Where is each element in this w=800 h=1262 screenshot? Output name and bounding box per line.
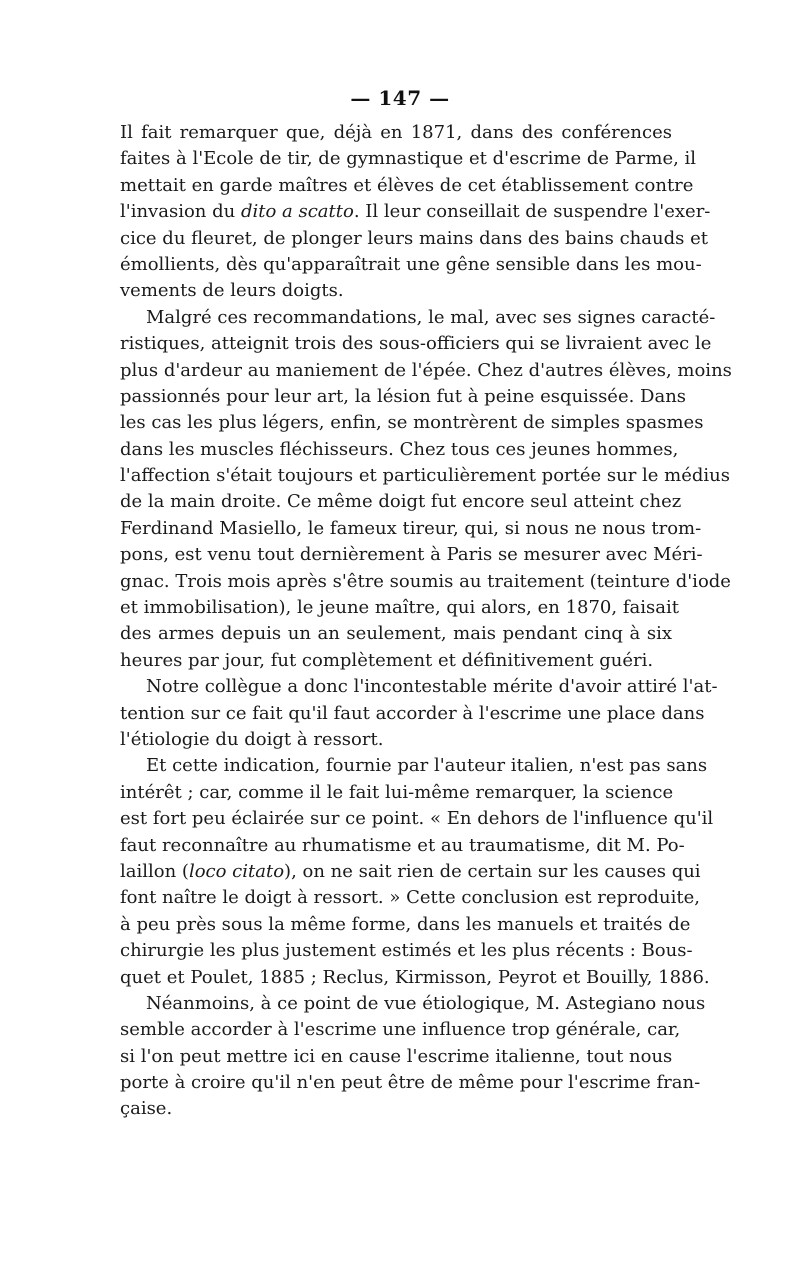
paragraph: [120, 120, 711, 305]
text-run: heures par jour, fut complètement et définitivement guéri.: [120, 649, 654, 671]
paragraph: [120, 991, 706, 1123]
text-line: [120, 833, 685, 859]
text-run: dans les muscles fléchisseurs. Chez tous ces jeunes hommes,: [120, 438, 679, 460]
text-run: des armes depuis un an seulement, mais pendant cinq à six: [120, 623, 672, 645]
text-line: [120, 146, 697, 172]
text-run: gnac. Trois mois après s'être soumis au traitement (teinture d'iode: [120, 570, 731, 592]
text-line: [120, 859, 701, 885]
text-line: [120, 753, 708, 779]
text-line: [120, 780, 672, 806]
text-run: de la main droite. Ce même doigt fut encore seul atteint chez: [120, 491, 682, 513]
italic-text-run: loco citato: [188, 860, 285, 882]
text-line: [120, 1096, 672, 1122]
text-line: [120, 621, 672, 647]
text-run: ristiques, atteignit trois des sous-officiers qui se livraient avec le: [120, 333, 712, 355]
text-run: chirurgie les plus justement estimés et les plus récents : Bous-: [120, 940, 693, 962]
text-run: cice du fleuret, de plonger leurs mains dans des bains chauds et: [120, 227, 708, 249]
text-run: porte à croire qu'il n'en peut être de même pour l'escrime fran-: [120, 1072, 701, 1094]
text-run: Ferdinand Masiello, le fameux tireur, qui, si nous ne nous trom-: [120, 517, 702, 539]
text-run: pons, est venu tout dernièrement à Paris se mesurer avec Méri-: [120, 544, 703, 566]
text-run: semble accorder à l'escrime une influence trop générale, car,: [120, 1019, 681, 1041]
text-line: [120, 437, 679, 463]
text-line: [120, 489, 682, 515]
text-run: l'affection s'était toujours et particulièrement portée sur le médius: [120, 465, 731, 487]
text-line: [120, 991, 706, 1017]
text-run: font naître le doigt à ressort. » Cette conclusion est reproduite,: [120, 887, 700, 909]
text-line: [120, 595, 679, 621]
text-run: ), on ne sait rien de certain sur les causes qui: [284, 860, 701, 882]
text-line: [120, 674, 718, 700]
text-line: [120, 806, 714, 832]
text-line: [120, 1044, 672, 1070]
text-line: [120, 410, 704, 436]
text-line: [120, 358, 732, 384]
text-line: [120, 199, 711, 225]
text-run: Néanmoins, à ce point de vue étiologique, M. Astegiano nous: [146, 992, 706, 1014]
text-line: [120, 331, 712, 357]
text-run: tention sur ce fait qu'il faut accorder à l'escrime une place dans: [120, 702, 705, 724]
text-run: les cas les plus légers, enfin, se montrèrent de simples spasmes: [120, 412, 704, 434]
text-line: [120, 173, 694, 199]
text-run: . Il leur conseillait de suspendre l'exer-: [353, 201, 711, 223]
text-line: [120, 569, 731, 595]
text-run: Malgré ces recommandations, le mal, avec ses signes caracté-: [146, 306, 716, 328]
paragraph: [120, 753, 714, 991]
text-run: vements de leurs doigts.: [120, 280, 344, 302]
text-line: [120, 912, 691, 938]
text-run: Il fait remarquer que, déjà en 1871, dans des conférences: [120, 122, 672, 143]
text-run: intérêt ; car, comme il le fait lui-même remarquer, la science: [120, 781, 674, 803]
paragraph: [120, 305, 732, 674]
text-line: [120, 701, 705, 727]
text-run: si l'on peut mettre ici en cause l'escrime italienne, tout nous: [120, 1045, 673, 1067]
text-run: et immobilisation), le jeune maître, qui alors, en 1870, faisait: [120, 597, 679, 619]
text-run: quet et Poulet, 1885 ; Reclus, Kirmisson, Peyrot et Bouilly, 1886.: [120, 966, 710, 988]
text-run: passionnés pour leur art, la lésion fut à peine esquissée. Dans: [120, 385, 687, 407]
text-line: [120, 305, 716, 331]
italic-text-run: dito a scatto: [240, 201, 354, 223]
text-line: [120, 516, 702, 542]
text-line: [120, 278, 672, 304]
text-line: [120, 938, 693, 964]
text-line: [120, 252, 702, 278]
body-text: [120, 120, 732, 1123]
text-line: [120, 1070, 701, 1096]
text-line: [120, 648, 672, 674]
text-line: [120, 542, 703, 568]
text-run: faites à l'Ecole de tir, de gymnastique et d'escrime de Parme, il: [120, 148, 697, 170]
page-number: — 147 —: [350, 86, 450, 110]
text-run: çaise.: [120, 1098, 173, 1120]
text-line: [120, 384, 687, 410]
text-run: Et cette indication, fournie par l'auteur italien, n'est pas sans: [146, 755, 708, 777]
text-run: à peu près sous la même forme, dans les manuels et traités de: [120, 913, 691, 935]
text-line: [120, 965, 710, 991]
text-run: émollients, dès qu'apparaîtrait une gêne sensible dans les mou-: [120, 253, 702, 275]
text-run: mettait en garde maîtres et élèves de cet établissement contre: [120, 174, 694, 196]
text-line: [120, 727, 672, 753]
text-run: laillon (: [120, 860, 189, 882]
paragraph: [120, 674, 718, 753]
text-line: [120, 120, 672, 146]
text-run: Notre collègue a donc l'incontestable mérite d'avoir attiré l'at-: [146, 676, 718, 698]
text-line: [120, 226, 708, 252]
text-run: est fort peu éclairée sur ce point. « En dehors de l'influence qu'il: [120, 808, 714, 830]
text-run: faut reconnaître au rhumatisme et au traumatisme, dit M. Po-: [120, 834, 685, 856]
text-run: plus d'ardeur au maniement de l'épée. Chez d'autres élèves, moins: [120, 359, 732, 381]
text-line: [120, 1017, 681, 1043]
text-line: [120, 885, 700, 911]
text-line: [120, 463, 731, 489]
text-run: l'invasion du: [120, 201, 241, 223]
text-run: l'étiologie du doigt à ressort.: [120, 728, 384, 750]
